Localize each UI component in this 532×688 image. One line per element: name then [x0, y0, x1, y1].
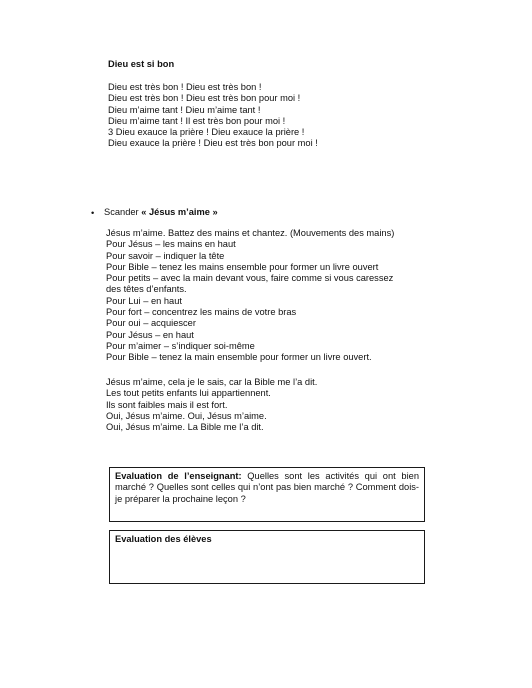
chant-line: Pour Jésus – en haut — [106, 329, 194, 340]
chant-heading — [104, 207, 218, 218]
song-lyrics — [108, 82, 318, 150]
chant-line: Pour Bible – tenez les mains ensemble pour former un livre ouvert — [106, 261, 379, 272]
lyric-line: Les tout petits enfants lui appartiennent. — [106, 388, 271, 399]
chant-line: Pour Bible – tenez la main ensemble pour former un livre ouvert. — [106, 352, 372, 363]
chant-title: « Jésus m’aime » — [141, 207, 218, 217]
song-line: Dieu m’aime tant ! Dieu m’aime tant ! — [108, 104, 261, 115]
lyric-line: Jésus m’aime, cela je le sais, car la Bible me l’a dit. — [106, 377, 318, 387]
teacher-evaluation-text: Quelles sont les activités qui ont bien marché ? Quelles sont celles qui n’ont pas bien marché ? Comment dois-je préparer la prochaine leçon ? — [115, 471, 419, 504]
song-line: Dieu est très bon ! Dieu est très bon pour moi ! — [108, 93, 301, 104]
song-line: Dieu est très bon ! Dieu est très bon ! — [108, 82, 262, 92]
student-evaluation-box — [109, 530, 425, 584]
song-title: Dieu est si bon — [108, 59, 175, 69]
teacher-evaluation-label: Evaluation de l’enseignant: — [115, 471, 242, 481]
chant-line: Jésus m’aime. Battez des mains et chantez. (Mouvements des mains) — [106, 228, 395, 238]
bullet-marker: • — [91, 208, 95, 218]
chant-line: Pour oui – acquiescer — [106, 318, 196, 329]
chant-line: Pour Lui – en haut — [106, 295, 182, 306]
song-line: Dieu exauce la prière ! Dieu est très bon pour moi ! — [108, 138, 318, 149]
lyric-line: Ils sont faibles mais il est fort. — [106, 399, 228, 410]
chant-line: Pour petits – avec la main devant vous, faire comme si vous caressez — [106, 273, 394, 284]
lyric-line: Oui, Jésus m’aime. La Bible me l’a dit. — [106, 422, 264, 433]
chant-line: des têtes d’enfants. — [106, 284, 187, 295]
chant-line: Pour m’aimer – s’indiquer soi-même — [106, 340, 255, 351]
song-line: 3 Dieu exauce la prière ! Dieu exauce la prière ! — [108, 127, 305, 138]
chant-line: Pour fort – concentrez les mains de votre bras — [106, 307, 297, 318]
chant-lyrics — [106, 377, 317, 433]
lyric-line: Oui, Jésus m’aime. Oui, Jésus m’aime. — [106, 410, 267, 421]
chant-line: Pour Jésus – les mains en haut — [106, 239, 236, 250]
chant-instructions — [106, 228, 394, 364]
chant-line: Pour savoir – indiquer la tête — [106, 250, 225, 261]
teacher-evaluation-box — [109, 467, 425, 522]
song-line: Dieu m’aime tant ! Il est très bon pour moi ! — [108, 115, 286, 126]
student-evaluation-label: Evaluation des élèves — [115, 534, 212, 544]
chant-intro: Scander — [104, 207, 142, 217]
